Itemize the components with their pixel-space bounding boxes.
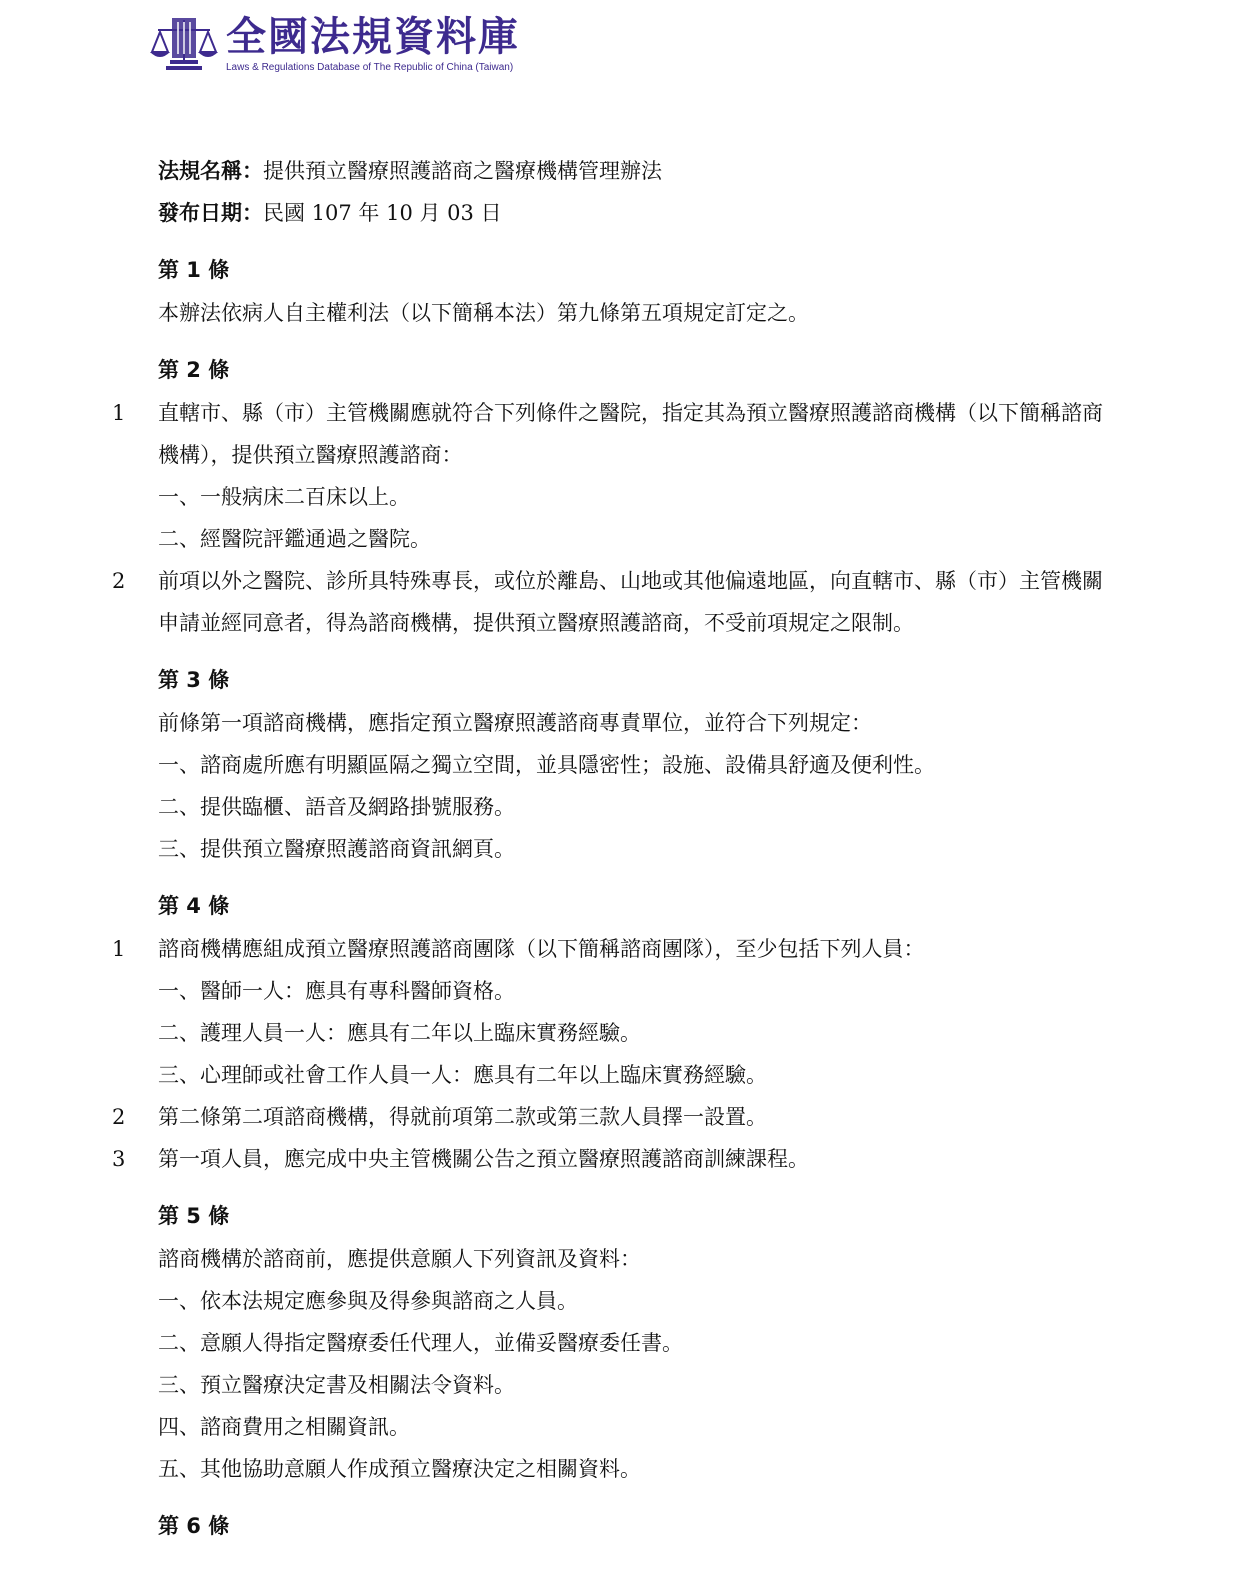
article-paragraph (0, 928, 1240, 970)
paragraph-text: 諮商機構於諮商前，應提供意願人下列資訊及資料： (158, 1247, 641, 1271)
paragraph-text: 第一項人員，應完成中央主管機關公告之預立醫療照護諮商訓練課程。 (158, 1147, 809, 1171)
paragraph-text: 前項以外之醫院、診所具特殊專長，或位於離島、山地或其他偏遠地區，向直轄市、縣（市）主管機關申請並經同意者，得為諮商機構，提供預立醫療照護諮商，不受前項規定之限制。 (158, 569, 1103, 635)
list-item: 三、心理師或社會工作人員一人：應具有二年以上臨床實務經驗。 (158, 1063, 767, 1087)
list-item: 一、諮商處所應有明顯區隔之獨立空間，並具隱密性；設施、設備具舒適及便利性。 (158, 753, 935, 777)
article-6 (0, 1504, 1240, 1548)
list-item: 二、護理人員一人：應具有二年以上臨床實務經驗。 (158, 1021, 641, 1045)
article-3 (0, 658, 1240, 870)
article-paragraph (0, 702, 1240, 744)
publish-date-label: 發布日期： (158, 201, 263, 225)
list-item: 二、意願人得指定醫療委任代理人，並備妥醫療委任書。 (158, 1331, 683, 1355)
article-5 (0, 1194, 1240, 1490)
paragraph-text: 前條第一項諮商機構，應指定預立醫療照護諮商專責單位，並符合下列規定： (158, 711, 872, 735)
regulation-name-value: 提供預立醫療照護諮商之醫療機構管理辦法 (263, 159, 662, 183)
list-item: 二、經醫院評鑑通過之醫院。 (158, 527, 431, 551)
article-paragraph (0, 1138, 1240, 1180)
article-title: 第 4 條 (158, 894, 230, 918)
list-item: 一、一般病床二百床以上。 (158, 485, 410, 509)
article-title: 第 2 條 (158, 358, 230, 382)
list-item: 三、提供預立醫療照護諮商資訊網頁。 (158, 837, 515, 861)
paragraph-text: 諮商機構應組成預立醫療照護諮商團隊（以下簡稱諮商團隊），至少包括下列人員： (158, 937, 925, 961)
article-title: 第 1 條 (158, 258, 230, 282)
article-title: 第 3 條 (158, 668, 230, 692)
paragraph-text: 直轄市、縣（市）主管機關應就符合下列條件之醫院，指定其為預立醫療照護諮商機構（以下簡稱諮商機構），提供預立醫療照護諮商： (158, 401, 1103, 467)
publish-date-value: 民國 107 年 10 月 03 日 (263, 201, 502, 225)
paragraph-text: 本辦法依病人自主權利法（以下簡稱本法）第九條第五項規定訂定之。 (158, 301, 809, 325)
paragraph-number: 2 (112, 569, 126, 593)
article-paragraph (0, 560, 1240, 644)
paragraph-number: 2 (112, 1105, 126, 1129)
paragraph-number: 3 (112, 1147, 126, 1171)
paragraph-number: 1 (112, 401, 126, 425)
logo-title: 全國法規資料庫 (226, 14, 520, 60)
paragraph-number: 1 (112, 937, 126, 961)
article-4 (0, 884, 1240, 1180)
list-item: 一、醫師一人：應具有專科醫師資格。 (158, 979, 515, 1003)
article-paragraph (0, 1238, 1240, 1280)
list-item: 一、依本法規定應參與及得參與諮商之人員。 (158, 1289, 578, 1313)
publish-date-row (0, 192, 1240, 234)
scales-of-justice-logo-icon (148, 14, 220, 74)
list-item: 二、提供臨櫃、語音及網路掛號服務。 (158, 795, 515, 819)
article-paragraph (0, 292, 1240, 334)
logo-text (226, 14, 520, 73)
list-item: 五、其他協助意願人作成預立醫療決定之相關資料。 (158, 1457, 641, 1481)
list-item: 四、諮商費用之相關資訊。 (158, 1415, 410, 1439)
site-header (148, 14, 520, 74)
article-2 (0, 348, 1240, 644)
paragraph-text: 第二條第二項諮商機構，得就前項第二款或第三款人員擇一設置。 (158, 1105, 767, 1129)
regulation-name-row (0, 150, 1240, 192)
article-paragraph (0, 1096, 1240, 1138)
article-title: 第 5 條 (158, 1204, 230, 1228)
regulation-name-label: 法規名稱： (158, 159, 263, 183)
article-1 (0, 248, 1240, 334)
article-title: 第 6 條 (158, 1514, 230, 1538)
list-item: 三、預立醫療決定書及相關法令資料。 (158, 1373, 515, 1397)
logo-subtitle: Laws & Regulations Database of The Republic of China (Taiwan) (226, 62, 514, 73)
article-paragraph (0, 392, 1240, 476)
regulation-content (0, 150, 1240, 1548)
